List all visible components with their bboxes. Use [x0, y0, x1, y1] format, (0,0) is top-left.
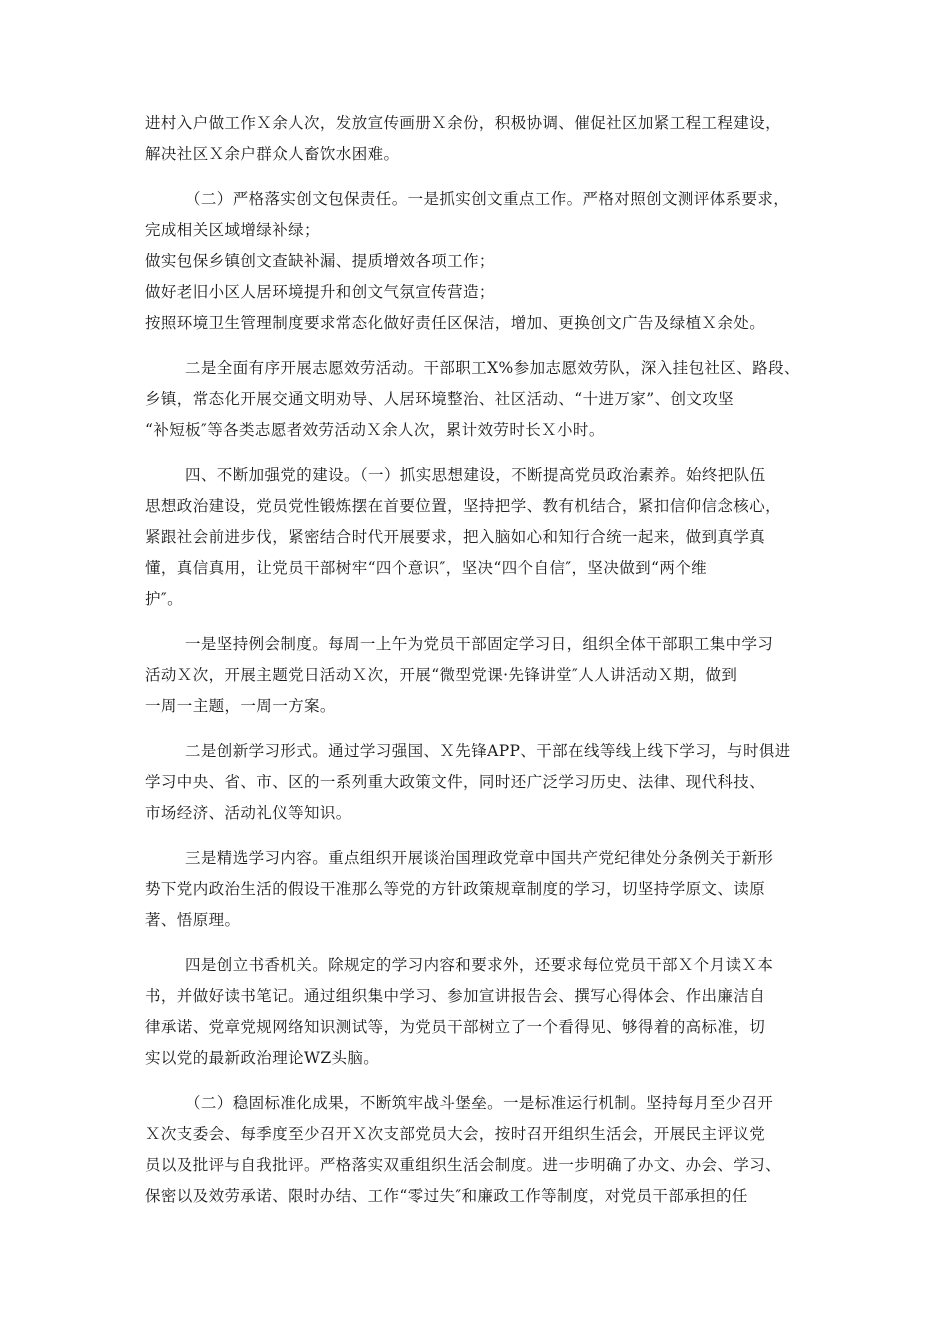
text-line: 完成相关区域增绿补绿；	[145, 221, 320, 239]
text-line: 四是创立书香机关。除规定的学习内容和要求外，还要求每位党员干部Ｘ个月读Ｘ本	[185, 956, 774, 974]
paragraph	[145, 950, 810, 1074]
paragraph	[145, 184, 810, 339]
paragraph	[145, 1088, 810, 1212]
text-line: 进村入户做工作Ｘ余人次，发放宣传画册Ｘ余份，积极协调、催促社区加紧工程工程建设，	[145, 114, 782, 132]
text-line: 四、不断加强党的建设。（一）抓实思想建设，不断提高党员政治素养。始终把队伍	[185, 466, 766, 484]
text-line: 按照环境卫生管理制度要求常态化做好责任区保洁，增加、更换创文广告及绿植Ｘ余处。	[145, 314, 766, 332]
text-line: 一是坚持例会制度。每周一上午为党员干部固定学习日，组织全体干部职工集中学习	[185, 635, 774, 653]
text-line: 学习中央、省、市、区的一系列重大政策文件，同时还广泛学习历史、法律、现代科技、	[145, 773, 766, 791]
text-line: 乡镇，常态化开展交通文明劝导、人居环境整治、社区活动、“十进万家”、创文攻坚	[145, 390, 735, 408]
text-line: 活动Ｘ次，开展主题党日活动Ｘ次，开展“微型党课·先锋讲堂″人人讲活动Ｘ期，做到	[145, 666, 738, 684]
text-line: 市场经济、活动礼仪等知识。	[145, 804, 352, 822]
text-line: “补短板″等各类志愿者效劳活动Ｘ余人次，累计效劳时长Ｘ小时。	[145, 421, 605, 439]
paragraph	[145, 353, 810, 446]
text-line: 三是精选学习内容。重点组织开展谈治国理政党章中国共产党纪律处分条例关于新形	[185, 849, 774, 867]
text-line: （二）稳固标准化成果，不断筑牢战斗堡垒。一是标准运行机制。坚持每月至少召开	[185, 1094, 774, 1112]
text-line: 懂，真信真用，让党员干部树牢“四个意识″，坚决“四个自信″，坚决做到“两个维	[145, 559, 708, 577]
text-line: 紧跟社会前进步伐，紧密结合时代开展要求，把入脑如心和知行合统一起来，做到真学真	[145, 528, 766, 546]
text-line: 做好老旧小区人居环境提升和创文气氛宣传营造；	[145, 283, 495, 301]
text-line: 书，并做好读书笔记。通过组织集中学习、参加宣讲报告会、撰写心得体会、作出廉洁自	[145, 987, 766, 1005]
text-line: 律承诺、党章党规网络知识测试等，为党员干部树立了一个看得见、够得着的高标准，切	[145, 1018, 766, 1036]
text-line: 思想政治建设，党员党性锻炼摆在首要位置，坚持把学、教有机结合，紧扣信仰信念核心，	[145, 497, 782, 515]
text-line: （二）严格落实创文包保责任。一是抓实创文重点工作。严格对照创文测评体系要求，	[185, 190, 790, 208]
text-line: 势下党内政治生活的假设干准那么等党的方针政策规章制度的学习，切坚持学原文、读原	[145, 880, 766, 898]
text-line: 做实包保乡镇创文查缺补漏、提质增效各项工作；	[145, 252, 495, 270]
text-line: 著、悟原理。	[145, 911, 241, 929]
text-line: 一周一主题，一周一方案。	[145, 697, 336, 715]
paragraph	[145, 108, 810, 170]
paragraph	[145, 736, 810, 829]
text-line: 护″。	[145, 590, 183, 608]
text-line: Ｘ次支委会、每季度至少召开Ｘ次支部党员大会，按时召开组织生活会，开展民主评议党	[145, 1125, 766, 1143]
text-line: 实以党的最新政治理论WZ头脑。	[145, 1049, 380, 1067]
text-line: 二是全面有序开展志愿效劳活动。干部职工X%参加志愿效劳队，深入挂包社区、路段、	[185, 359, 800, 377]
paragraph	[145, 843, 810, 936]
paragraph	[145, 460, 810, 615]
document-body	[145, 108, 810, 1226]
text-line: 保密以及效劳承诺、限时办结、工作“零过失″和廉政工作等制度，对党员干部承担的任	[145, 1187, 748, 1205]
text-line: 解决社区Ｘ余户群众人畜饮水困难。	[145, 145, 400, 163]
paragraph	[145, 629, 810, 722]
text-line: 员以及批评与自我批评。严格落实双重组织生活会制度。进一步明确了办文、办会、学习、	[145, 1156, 782, 1174]
text-line: 二是创新学习形式。通过学习强国、Ｘ先锋APP、干部在线等线上线下学习，与时俱进	[185, 742, 791, 760]
